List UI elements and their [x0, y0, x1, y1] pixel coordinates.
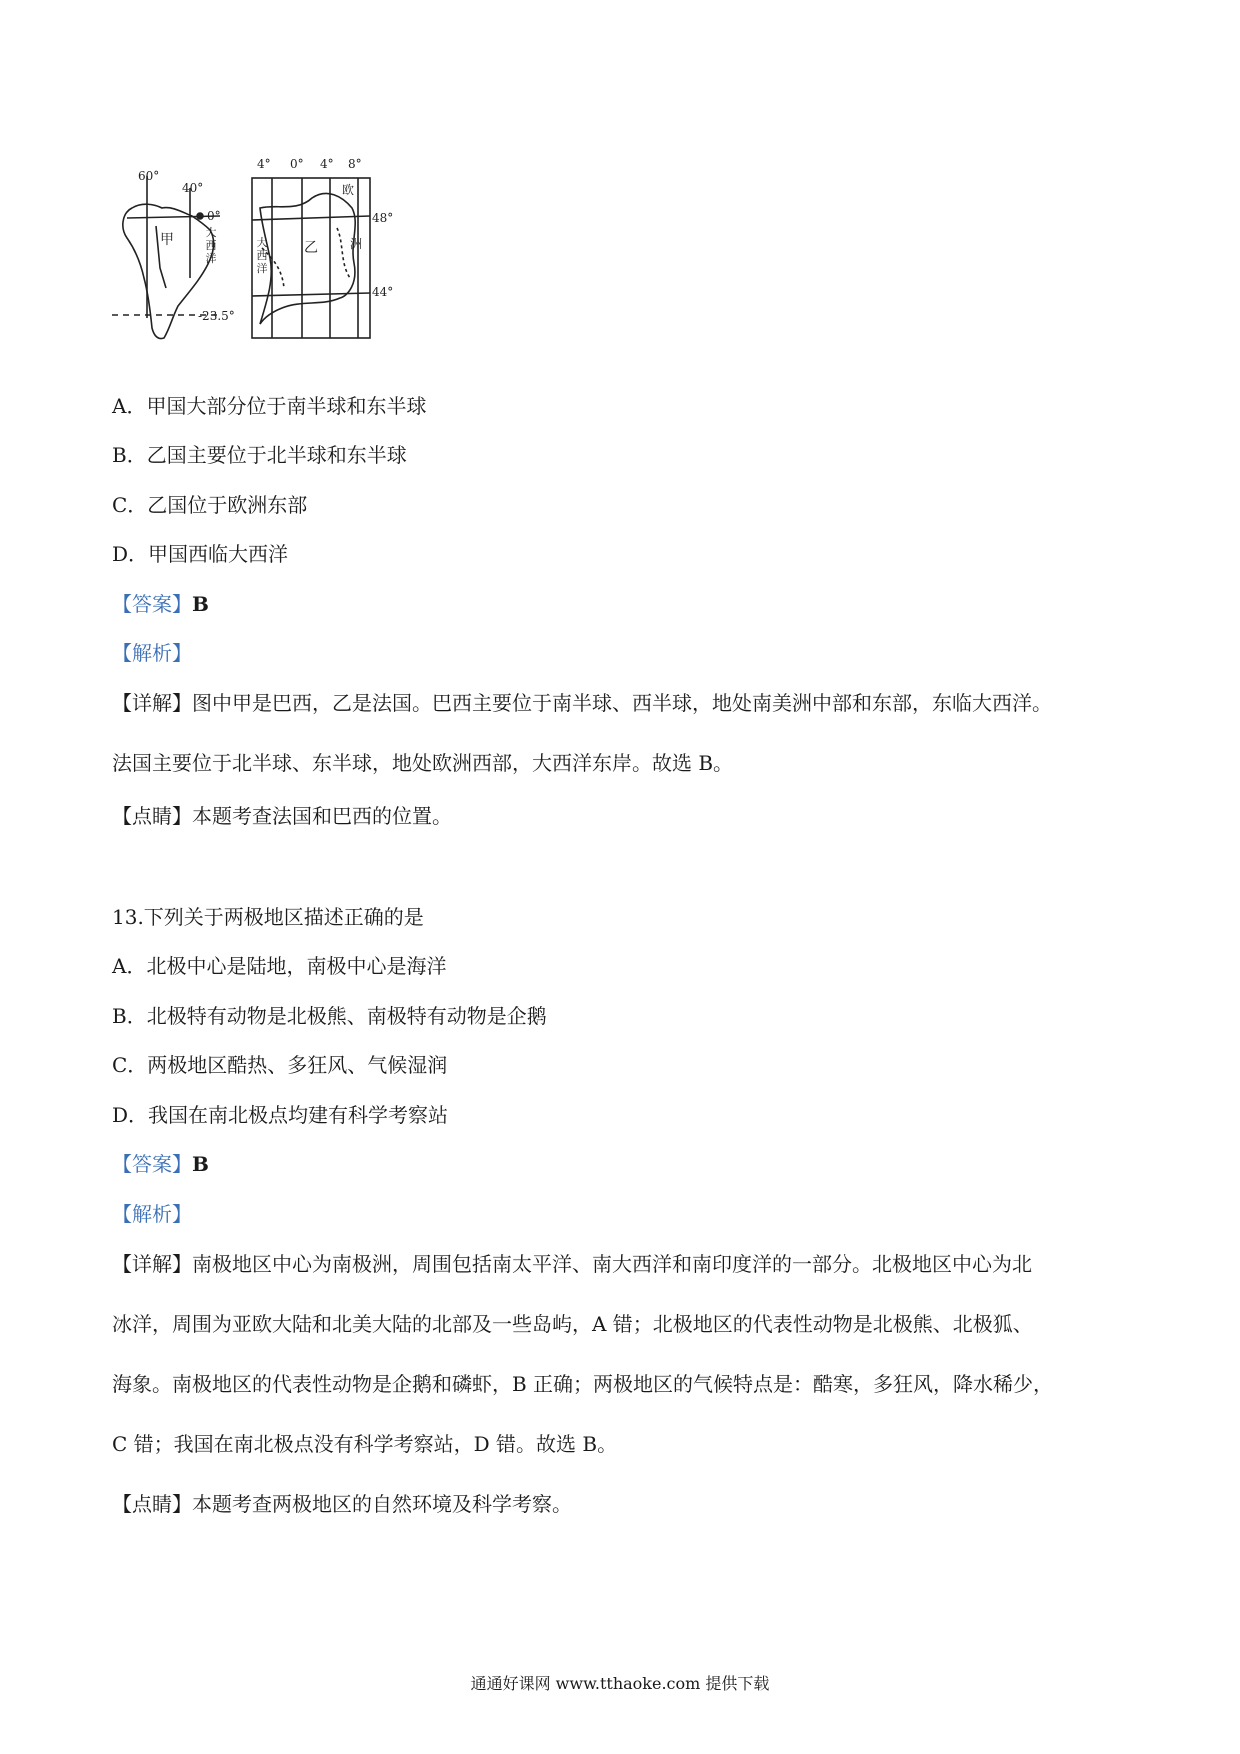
q13-option-b: B．北极特有动物是北极熊、南极特有动物是企鹅	[112, 1004, 547, 1028]
lon-tick-label: 8°	[348, 157, 362, 171]
q13-question: 13.下列关于两极地区描述正确的是	[112, 905, 424, 929]
q12-option-c: C．乙国位于欧洲东部	[112, 493, 308, 517]
maps-drawing	[112, 168, 432, 358]
point-text: 本题考查法国和巴西的位置。	[192, 804, 452, 828]
atlantic-left-label: 大西洋	[205, 226, 217, 265]
detail-text: 图中甲是巴西，乙是法国。巴西主要位于南半球、西半球，地处南美洲中部和东部，东临大西洋。	[192, 691, 1052, 715]
detail-tag: 【详解】	[112, 691, 192, 715]
q13-option-d: D．我国在南北极点均建有科学考察站	[112, 1103, 449, 1127]
page-footer: 通通好课网 www.tthaoke.com 提供下载	[470, 1674, 770, 1693]
map-figure	[112, 157, 432, 358]
lon-tick-label: 4°	[320, 157, 334, 171]
lon-40-label: 40°	[182, 181, 204, 195]
q12-answer	[112, 591, 209, 617]
q12-option-a: A．甲国大部分位于南半球和东半球	[112, 394, 427, 418]
q12-analysis-tag: 【解析】	[112, 641, 192, 665]
q12-detail-line: 法国主要位于北半球、东半球，地处欧洲西部，大西洋东岸。故选 B。	[112, 751, 734, 775]
q12-option-b: B．乙国主要位于北半球和东半球	[112, 443, 407, 467]
atlantic-right-label: 大西洋	[256, 236, 268, 275]
lon-60-label: 60°	[138, 169, 160, 183]
right-map	[252, 178, 370, 338]
lat-48-label: 48°	[372, 211, 394, 225]
point-tag: 【点睛】	[112, 1492, 192, 1516]
country-jia-label: 甲	[160, 232, 174, 248]
lat-tropic-label: -23.5°	[198, 309, 235, 323]
answer-value: B	[192, 1152, 209, 1176]
q13-detail-line: 海象。南极地区的代表性动物是企鹅和磷虾，B 正确；两极地区的气候特点是：酷寒，多狂风，降水稀少，	[112, 1372, 1054, 1396]
lon-tick-label: 4°	[257, 157, 271, 171]
answer-tag: 【答案】	[112, 1152, 192, 1176]
point-tag: 【点睛】	[112, 804, 192, 828]
answer-value: B	[192, 592, 209, 616]
q13-answer	[112, 1151, 209, 1177]
q13-analysis-tag: 【解析】	[112, 1202, 192, 1226]
q13-detail-line: C 错；我国在南北极点没有科学考察站，D 错。故选 B。	[112, 1432, 618, 1456]
region-ou-label: 欧	[342, 183, 355, 197]
q13-option-c: C．两极地区酷热、多狂风、气候湿润	[112, 1053, 448, 1077]
lon-tick-label: 0°	[290, 157, 304, 171]
lat-44-label: 44°	[372, 285, 394, 299]
country-yi-label: 乙	[304, 240, 318, 256]
point-text: 本题考查两极地区的自然环境及科学考察。	[192, 1492, 572, 1516]
lat-0-label: 0°	[207, 209, 221, 223]
region-zhou-label: 洲	[350, 237, 363, 251]
q12-option-d: D．甲国西临大西洋	[112, 542, 289, 566]
q13-point	[112, 1491, 572, 1517]
q13-detail-line: 冰洋，周围为亚欧大陆和北美大陆的北部及一些岛屿，A 错；北极地区的代表性动物是北极熊、北极狐、	[112, 1312, 1033, 1336]
detail-tag: 【详解】	[112, 1252, 192, 1276]
q12-detail-line	[112, 690, 1052, 716]
q12-point	[112, 803, 452, 829]
q13-detail-line	[112, 1251, 1032, 1277]
q13-option-a: A．北极中心是陆地，南极中心是海洋	[112, 954, 447, 978]
answer-tag: 【答案】	[112, 592, 192, 616]
detail-text: 南极地区中心为南极洲，周围包括南太平洋、南大西洋和南印度洋的一部分。北极地区中心为北	[192, 1252, 1032, 1276]
